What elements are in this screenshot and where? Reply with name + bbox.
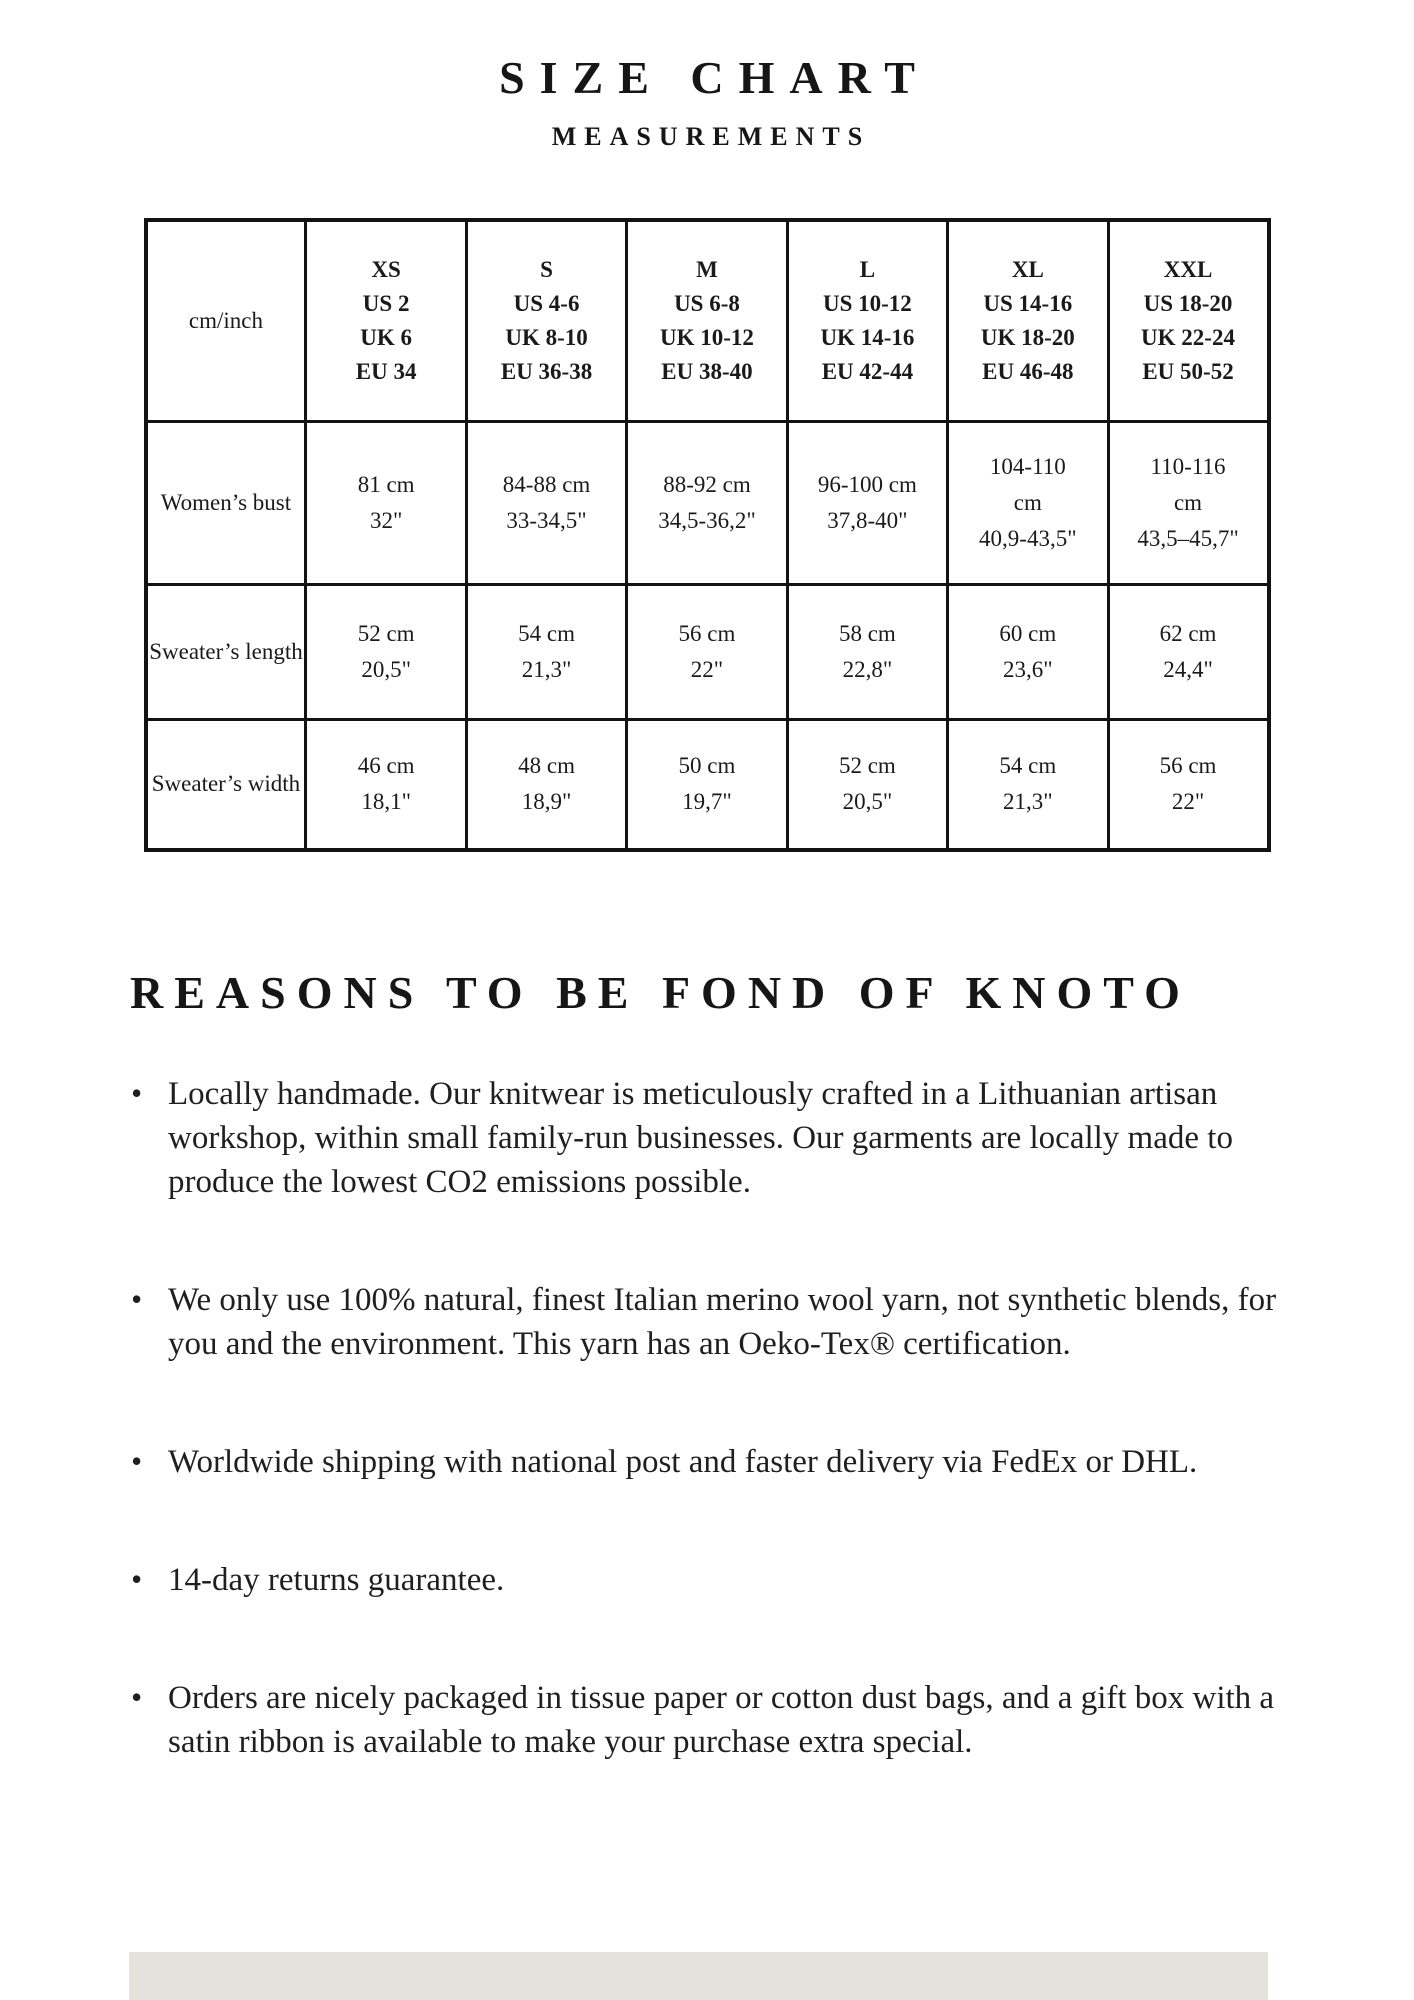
page-title: SIZE CHART [499, 52, 930, 103]
uk-size: UK 14-16 [820, 324, 915, 350]
cm-value: 84-88 cm [502, 471, 591, 497]
measurement-cell [1108, 584, 1268, 719]
size-name: S [540, 256, 553, 282]
measurement-cell [787, 421, 947, 584]
cm-value: 62 cm [1159, 620, 1217, 646]
inch-value: 34,5-36,2" [658, 507, 756, 533]
reasons-section [130, 964, 1314, 1764]
cm-value: 58 cm [838, 620, 896, 646]
size-name: XL [1011, 256, 1044, 282]
eu-size: EU 36-38 [500, 358, 593, 384]
measurement-cell [306, 584, 466, 719]
measurement-cell [627, 584, 787, 719]
reason-item: • We only use 100% natural, finest Italian merino wool yarn, not synthetic blends, for you and the environment. This yarn has an Oeko-Tex® certification. [130, 1278, 1280, 1366]
size-name: XS [371, 256, 401, 282]
uk-size: UK 8-10 [505, 324, 588, 350]
cm-value: 48 cm [518, 753, 575, 779]
uk-size: UK 22-24 [1141, 324, 1235, 350]
table-row-sweaters-width [146, 719, 1269, 850]
eu-size: EU 38-40 [661, 358, 753, 384]
cm-value: 104-110 cm [989, 453, 1066, 515]
measurement-row-label: Sweater’s width [146, 719, 306, 850]
measurement-cell [466, 421, 626, 584]
reason-item: • Worldwide shipping with national post and faster delivery via FedEx or DHL. [130, 1440, 1280, 1484]
inch-value: 19,7" [682, 789, 732, 815]
size-column-header-xl [948, 220, 1108, 421]
inch-value: 22,8" [842, 656, 893, 682]
measurement-cell [627, 719, 787, 850]
size-column-header-xxl [1108, 220, 1268, 421]
table-row-sweaters-length [146, 584, 1269, 719]
size-name: M [696, 256, 718, 282]
measurement-row-label: Sweater’s length [146, 584, 306, 719]
inch-value: 21,3" [521, 656, 572, 682]
us-size: US 6-8 [674, 290, 740, 316]
measurement-cell [306, 421, 466, 584]
size-column-header-s [466, 220, 626, 421]
size-name: L [859, 256, 876, 282]
cm-value: 54 cm [518, 620, 575, 646]
inch-value: 23,6" [1003, 656, 1053, 682]
measurement-cell [1108, 719, 1268, 850]
cm-value: 110-116 cm [1150, 453, 1226, 515]
eu-size: EU 42-44 [821, 358, 914, 384]
inch-value: 32" [369, 507, 403, 533]
measurement-cell [466, 584, 626, 719]
eu-size: EU 50-52 [1142, 358, 1234, 384]
uk-size: UK 18-20 [980, 324, 1075, 350]
inch-value: 40,9-43,5" [979, 525, 1077, 551]
cm-value: 52 cm [838, 753, 896, 779]
table-row-womens-bust [146, 421, 1269, 584]
table-header-row [146, 220, 1269, 421]
inch-value: 20,5" [361, 656, 411, 682]
measurement-cell [948, 421, 1108, 584]
inch-value: 21,3" [1003, 789, 1053, 815]
document-header [0, 0, 1414, 154]
inch-value: 33-34,5" [506, 507, 587, 533]
reasons-list [130, 1072, 1280, 1764]
measurement-cell [466, 719, 626, 850]
measurement-cell [787, 719, 947, 850]
reason-item: • Orders are nicely packaged in tissue paper or cotton dust bags, and a gift box with a satin ribbon is available to make your purchase extra special. [130, 1676, 1280, 1764]
inch-value: 20,5" [842, 789, 893, 815]
unit-label-cell: cm/inch [146, 220, 306, 421]
measurement-row-label: Women’s bust [146, 421, 306, 584]
size-column-header-m [627, 220, 787, 421]
cm-value: 54 cm [999, 753, 1057, 779]
reason-item: • 14-day returns guarantee. [130, 1558, 1280, 1602]
size-chart-table [144, 218, 1271, 852]
page-subtitle: MEASUREMENTS [551, 122, 871, 151]
cm-value: 96-100 cm [817, 471, 917, 497]
reasons-heading: REASONS TO BE FOND OF KNOTO [130, 967, 1191, 1018]
uk-size: UK 10-12 [660, 324, 754, 350]
measurement-cell [627, 421, 787, 584]
size-column-header-l [787, 220, 947, 421]
cm-value: 46 cm [357, 753, 415, 779]
measurement-cell [306, 719, 466, 850]
inch-value: 43,5–45,7" [1137, 525, 1239, 551]
reason-item: • Locally handmade. Our knitwear is meticulously crafted in a Lithuanian artisan workshop, within small family-run businesses. Our garments are locally made to produce the lowest CO2 emissions possible. [130, 1072, 1280, 1204]
measurement-cell [948, 584, 1108, 719]
inch-value: 18,1" [361, 789, 411, 815]
inch-value: 22" [1171, 789, 1205, 815]
uk-size: UK 6 [360, 324, 412, 350]
cm-value: 56 cm [678, 620, 736, 646]
us-size: US 2 [362, 290, 410, 316]
cm-value: 60 cm [999, 620, 1057, 646]
inch-value: 37,8-40" [827, 507, 908, 533]
us-size: US 10-12 [822, 290, 912, 316]
cm-value: 88-92 cm [663, 471, 751, 497]
cm-value: 52 cm [357, 620, 415, 646]
cm-value: 81 cm [357, 471, 415, 497]
next-section-strip [129, 1952, 1268, 2000]
measurement-cell [1108, 421, 1268, 584]
us-size: US 18-20 [1143, 290, 1233, 316]
us-size: US 14-16 [983, 290, 1073, 316]
cm-value: 50 cm [678, 753, 736, 779]
cm-value: 56 cm [1159, 753, 1217, 779]
inch-value: 18,9" [521, 789, 572, 815]
us-size: US 4-6 [513, 290, 580, 316]
measurement-cell [787, 584, 947, 719]
inch-value: 22" [690, 656, 724, 682]
inch-value: 24,4" [1163, 656, 1213, 682]
size-name: XXL [1163, 256, 1213, 282]
eu-size: EU 34 [355, 358, 417, 384]
eu-size: EU 46-48 [982, 358, 1074, 384]
size-column-header-xs [306, 220, 466, 421]
measurement-cell [948, 719, 1108, 850]
